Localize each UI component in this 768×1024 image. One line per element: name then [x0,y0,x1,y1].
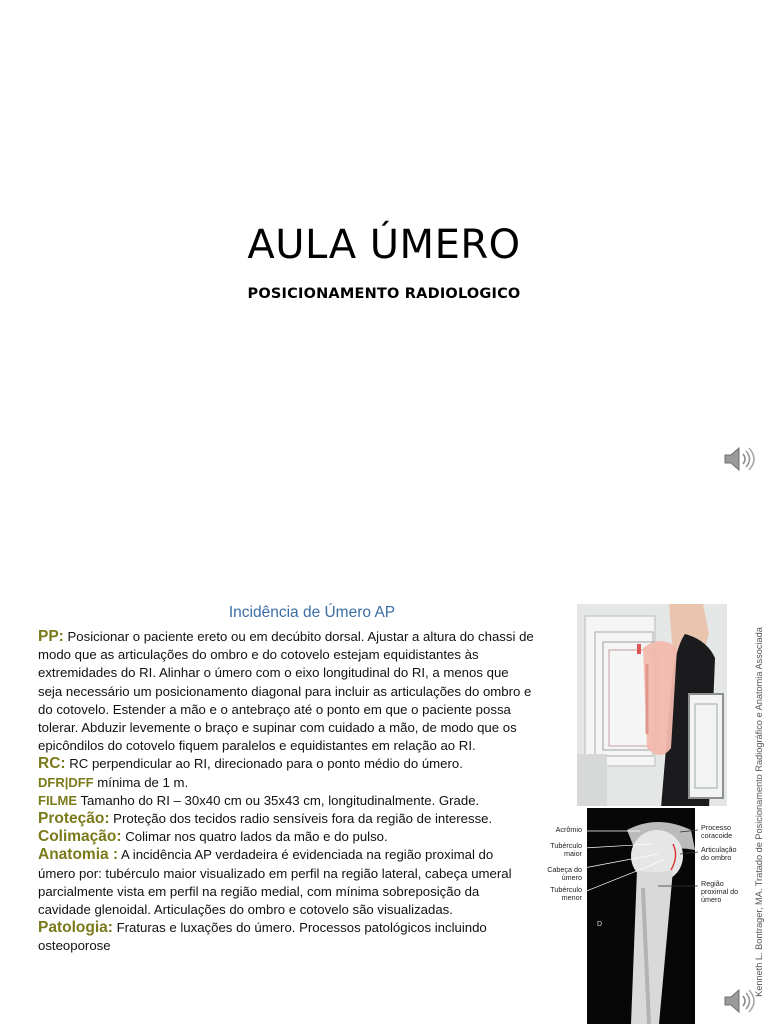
pp-label: PP: [38,628,64,645]
speaker-icon[interactable] [722,444,756,474]
protecao-text: Proteção dos tecidos radio sensíveis fora da região de interesse. [113,811,493,827]
xray-label-articulacao-ombro: Articulação do ombro [701,845,737,862]
patologia-label: Patologia: [38,919,113,937]
xray-label-regiao-proximal: Região proximal do úmero [701,879,739,904]
dfr-text: mínima de 1 m. [97,774,189,790]
xray-label-acromio: Acrômio [555,825,582,834]
slide-title: AULA ÚMERO [247,222,521,268]
xray-label-tuberculo-menor: Tubérculo menor [550,885,582,902]
pp-paragraph [38,628,534,755]
filme-paragraph [38,792,534,810]
filme-label: FILME [38,792,77,808]
dfr-paragraph [38,774,534,792]
patologia-text: Fraturas e luxações do úmero. Processos patológicos incluindo osteoporose [38,920,487,954]
xray-marker: D [597,921,603,928]
dfr-label: DFR|DFF [38,774,94,790]
patologia-paragraph [38,919,534,955]
positioning-text [38,628,534,956]
xray-label-cabeca-umero: Cabeça do úmero [547,865,582,882]
xray-label-tuberculo-maior: Tubérculo maior [550,841,582,858]
xray-leader-lines [540,816,700,916]
xray-label-processo-coracoide: Processo coracoide [701,823,733,840]
protecao-paragraph [38,810,534,828]
rc-text: RC perpendicular ao RI, direcionado para o ponto médio do úmero. [69,756,463,772]
colimacao-paragraph [38,828,534,846]
protecao-label: Proteção: [38,810,110,828]
filme-text: Tamanho do RI – 30x40 cm ou 35x43 cm, longitudinalmente. Grade. [80,792,480,808]
anatomia-text: A incidência AP verdadeira é evidenciada na região proximal do úmero por: tubérculo maior visualizado em perfil na região lateral, cabeça umeral parcialmente vista em perfil na região medial, com mínima sobreposição da cavidade glenoidal. Articulações do ombro e cotovelo são visualizadas. [38,847,512,918]
colimacao-text: Colimar nos quatro lados da mão e do pulso. [125,829,388,845]
content-slide [0,576,768,1024]
colimacao-label: Colimação: [38,828,122,846]
slide-heading: Incidência de Úmero AP [228,604,396,621]
rc-label: RC: [38,755,66,773]
slide-subtitle: POSICIONAMENTO RADIOLOGICO [247,286,521,302]
credit-text: Kenneth L. Bontrager, MA. Tratado de Posicionamento Radiográfico e Anatomia Associada [754,627,764,997]
image-credit [750,600,768,1024]
speaker-icon[interactable] [722,986,756,1016]
rc-paragraph [38,755,534,773]
pp-text: Posicionar o paciente ereto ou em decúbito dorsal. Ajustar a altura do chassi de modo que as articulações do ombro e do cotovelo estejam equidistantes às extremidades do RI. Alinhar o úmero com o eixo longitudinal do RI, a menos que seja necessário um posicionamento diagonal para incluir as articulações do ombro e do cotovelo. Estender a mão e o antebraço até o ponto em que o paciente possa tolerar. Abduzir levemente o braço e supinar com cuidado a mão, de modo que os epicôndilos do cotovelo fiquem paralelos e equidistantes em relação ao RI. [38,629,534,754]
anatomia-paragraph [38,846,534,919]
positioning-photo [577,604,727,806]
anatomia-label: Anatomia : [38,846,119,864]
